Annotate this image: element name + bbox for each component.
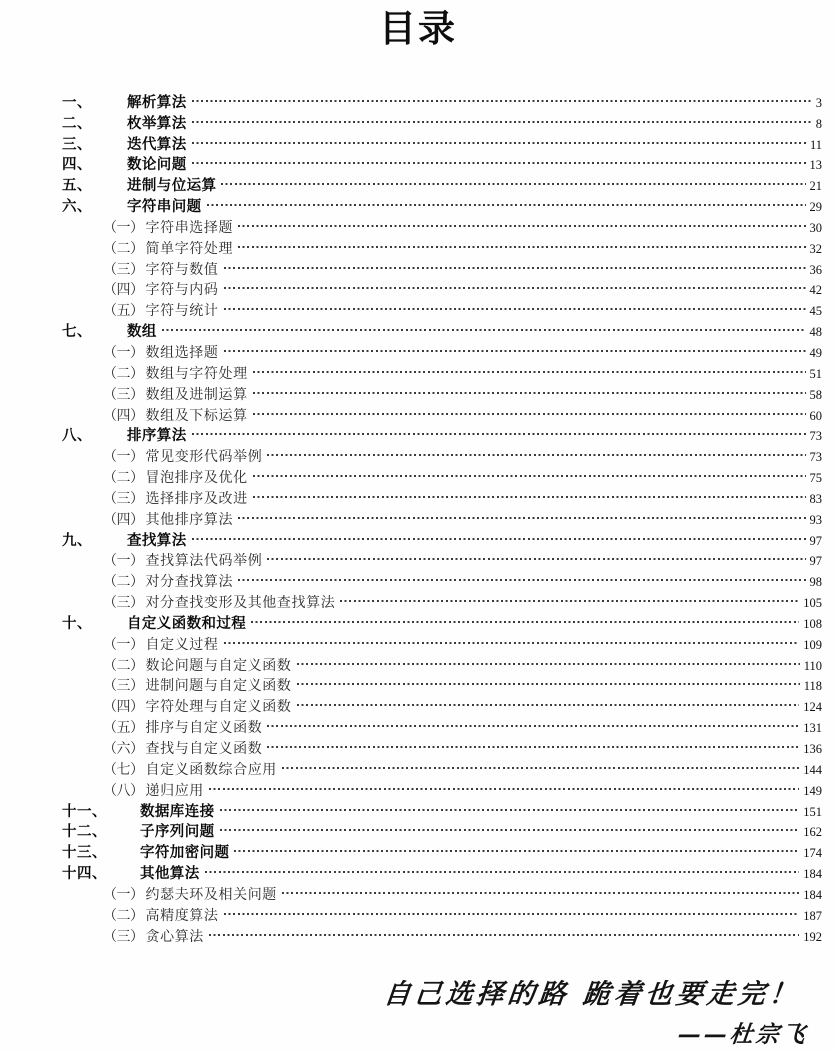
toc-entry-title: 自定义函数综合应用 [145, 762, 277, 778]
toc-page-number: 184 [803, 867, 822, 882]
toc-entry-title: 数组及下标运算 [145, 408, 248, 424]
toc-entry-title: 进制问题与自定义函数 [145, 679, 292, 695]
dot-leader [238, 565, 805, 586]
toc-entry-title: 字符与内码 [145, 283, 219, 299]
toc-entry-number: （一） [103, 345, 144, 361]
toc-entry-number: （四） [103, 408, 144, 424]
toc-page-number: 83 [809, 491, 822, 506]
dot-leader [192, 524, 806, 545]
toc-entry-title: 简单字符处理 [145, 241, 234, 257]
toc-entry-title: 数组 [127, 324, 157, 341]
toc-page-number: 30 [809, 220, 822, 235]
dot-leader [267, 732, 799, 753]
dot-leader [192, 107, 811, 128]
toc-page-number: 131 [803, 721, 822, 736]
toc-entry-title: 其他排序算法 [145, 512, 234, 528]
dot-leader [297, 649, 800, 670]
toc-entry-title: 约瑟夫环及相关问题 [145, 887, 277, 903]
toc-page-number: 109 [803, 637, 822, 652]
toc-entry-number: （二） [103, 908, 144, 924]
toc-entry-number: 十四、 [62, 866, 107, 883]
dot-leader [297, 690, 800, 711]
dot-leader [238, 503, 805, 524]
dot-leader [224, 274, 806, 295]
toc-entry-title: 进制与位运算 [127, 178, 217, 195]
toc-entry-number: （二） [103, 575, 144, 591]
toc-entry-title: 字符串选择题 [145, 220, 234, 236]
toc-entry-number: （一） [103, 637, 144, 653]
toc-page-number: 36 [809, 262, 822, 277]
toc-page-number: 174 [803, 846, 822, 861]
toc-entry-number: （六） [103, 742, 144, 757]
toc-entry-title: 数论问题与自定义函数 [145, 658, 292, 674]
toc-page-number: 3 [815, 95, 822, 110]
dot-leader [234, 836, 799, 857]
toc-entry-number: （三） [103, 929, 144, 945]
dot-leader [220, 795, 800, 816]
toc-entry-title: 枚举算法 [127, 115, 187, 132]
toc-page-number: 98 [809, 575, 822, 590]
toc-entry-number: （一） [103, 220, 144, 236]
toc-page-number: 75 [809, 471, 822, 486]
toc-entry-title: 数据库连接 [140, 803, 215, 820]
toc-page-number: 49 [809, 345, 822, 360]
toc-entry-number: （三） [103, 679, 144, 695]
toc-entry-title: 排序与自定义函数 [145, 721, 263, 737]
toc-entry-number: 十二、 [62, 824, 107, 841]
dot-leader [192, 420, 806, 441]
dot-leader [221, 169, 805, 190]
toc-page-number: 73 [809, 429, 822, 444]
dot-leader [253, 482, 806, 503]
toc-entry-number: （三） [103, 262, 144, 278]
toc-entry-number: 八、 [62, 428, 92, 445]
toc-page-number: 118 [803, 679, 822, 694]
toc-entry-title: 冒泡排序及优化 [145, 471, 248, 487]
dot-leader [220, 816, 800, 837]
toc-page-number: 48 [809, 325, 822, 340]
toc-entry-title: 数组选择题 [145, 345, 219, 361]
toc-page-number: 110 [803, 658, 822, 673]
toc-entry-title: 常见变形代码举例 [145, 450, 263, 466]
toc-entry-title: 贪心算法 [145, 929, 204, 945]
toc-entry-number: （一） [103, 554, 144, 570]
toc-page-number: 149 [803, 783, 822, 798]
toc-entry-number: （四） [103, 512, 144, 528]
toc-entry-number: （三） [103, 596, 144, 612]
dot-leader [297, 670, 800, 691]
toc-page-number: 73 [809, 450, 822, 465]
dot-leader [162, 315, 806, 336]
toc-page-number: 29 [809, 200, 822, 215]
dot-leader [192, 86, 811, 107]
table-of-contents [0, 86, 836, 945]
dot-leader [224, 294, 806, 315]
toc-entry-title: 选择排序及改进 [145, 491, 248, 507]
toc-entry-number: （三） [103, 387, 144, 403]
toc-entry-number: 十三、 [62, 845, 107, 862]
toc-entry-number: 七、 [62, 324, 92, 341]
toc-entry-title: 递归应用 [145, 783, 204, 799]
toc-page-number: 108 [803, 616, 822, 631]
toc-entry-title: 子序列问题 [140, 824, 215, 841]
dot-leader [253, 357, 806, 378]
dot-leader [192, 128, 806, 149]
toc-entry-title: 字符与统计 [145, 304, 219, 320]
toc-entry-title: 解析算法 [127, 94, 187, 111]
dot-leader [207, 190, 806, 211]
footer-attribution: ——杜宗飞 [676, 1021, 810, 1049]
toc-entry-number: 六、 [62, 199, 92, 216]
toc-entry-number: （一） [103, 887, 144, 903]
dot-leader [224, 336, 806, 357]
dot-leader [340, 586, 799, 607]
toc-entry-number: （八） [103, 783, 144, 799]
dot-leader [253, 378, 806, 399]
toc-page-number: 32 [809, 241, 822, 256]
dot-leader [224, 253, 806, 274]
toc-entry-number: （二） [103, 658, 144, 674]
toc-page-number: 136 [803, 742, 822, 756]
toc-page-number: 151 [803, 804, 822, 819]
toc-entry-title: 数组及进制运算 [145, 387, 248, 403]
toc-entry-title: 字符处理与自定义函数 [145, 700, 292, 716]
toc-entry-number: 九、 [62, 532, 92, 549]
toc-page-number: 21 [809, 179, 822, 194]
toc-entry-number: （四） [103, 700, 144, 716]
toc-page-number: 51 [809, 366, 822, 381]
toc-entry-number: （五） [103, 304, 144, 320]
toc-page-number: 8 [815, 116, 822, 131]
toc-page-number: 45 [809, 304, 822, 319]
dot-leader [282, 878, 799, 899]
toc-entry-title: 字符串问题 [127, 199, 202, 216]
dot-leader [205, 857, 800, 878]
toc-entry-title: 数论问题 [127, 157, 187, 174]
toc-page-number: 58 [809, 387, 822, 402]
toc-entry-number: （二） [103, 366, 144, 382]
toc-entry-title: 字符加密问题 [140, 845, 230, 862]
toc-page-number: 124 [803, 700, 822, 715]
toc-entry-title: 数组与字符处理 [145, 366, 248, 382]
dot-leader [253, 461, 806, 482]
toc-entry-number: （五） [103, 721, 144, 737]
toc-page-number: 60 [809, 408, 822, 423]
toc-entry-number: 五、 [62, 178, 92, 195]
toc-entry-number: 二、 [62, 115, 92, 132]
toc-entry-number: 四、 [62, 157, 92, 174]
toc-entry-title: 迭代算法 [127, 136, 187, 153]
dot-leader [224, 628, 800, 649]
dot-leader [192, 149, 806, 170]
toc-page-number: 187 [803, 908, 822, 923]
toc-entry-title: 其他算法 [140, 866, 200, 883]
toc-page-number: 162 [803, 825, 822, 840]
toc-entry-number: （一） [103, 450, 144, 466]
dot-leader [267, 440, 805, 461]
toc-entry-title: 查找算法代码举例 [145, 554, 263, 570]
toc-page-number: 97 [809, 554, 822, 569]
toc-entry-title: 自定义函数和过程 [127, 615, 247, 632]
toc-entry-number: （三） [103, 491, 144, 507]
page-title: 目录 [379, 6, 457, 50]
footer-quote-text: 自己选择的路 跪着也要走完！ [381, 979, 802, 1010]
dot-leader [209, 920, 799, 941]
toc-entry-title: 对分查找算法 [145, 575, 234, 591]
toc-entry-number: 一、 [62, 94, 92, 111]
toc-entry-title: 对分查找变形及其他查找算法 [145, 596, 336, 612]
toc-page-number: 184 [803, 887, 822, 902]
toc-page-number: 13 [809, 158, 822, 173]
toc-entry-number: （二） [103, 241, 144, 257]
toc-entry-title: 自定义过程 [145, 637, 219, 653]
handwritten-footer [0, 975, 836, 1049]
toc-page-number: 93 [809, 512, 822, 527]
toc-page-number: 42 [809, 283, 822, 298]
toc-entry-title: 字符与数值 [145, 262, 219, 278]
dot-leader [267, 545, 805, 566]
dot-leader [251, 607, 799, 628]
toc-page-number: 144 [803, 762, 822, 777]
toc-entry-number: 三、 [62, 136, 92, 153]
toc-page-number: 192 [803, 929, 822, 944]
toc-entry-title: 查找与自定义函数 [145, 742, 263, 757]
dot-leader [282, 753, 799, 774]
toc-entry-number: 十、 [62, 615, 92, 632]
dot-leader [209, 774, 799, 795]
toc-page-number: 97 [809, 533, 822, 548]
dot-leader [238, 211, 805, 232]
toc-entry-number: （二） [103, 471, 144, 487]
toc-entry-title: 排序算法 [127, 428, 187, 445]
toc-page-number: 105 [803, 596, 822, 611]
dot-leader [267, 711, 799, 732]
toc-entry-number: （四） [103, 283, 144, 299]
toc-entry-title: 查找算法 [127, 532, 187, 549]
dot-leader [224, 899, 800, 920]
toc-chapter-row[interactable] [0, 86, 836, 111]
toc-entry-number: （七） [103, 762, 144, 778]
toc-page-number: 11 [809, 137, 822, 152]
dot-leader [253, 399, 806, 420]
toc-entry-number: 十一、 [62, 803, 107, 820]
dot-leader [238, 232, 805, 253]
toc-entry-title: 高精度算法 [145, 908, 219, 924]
